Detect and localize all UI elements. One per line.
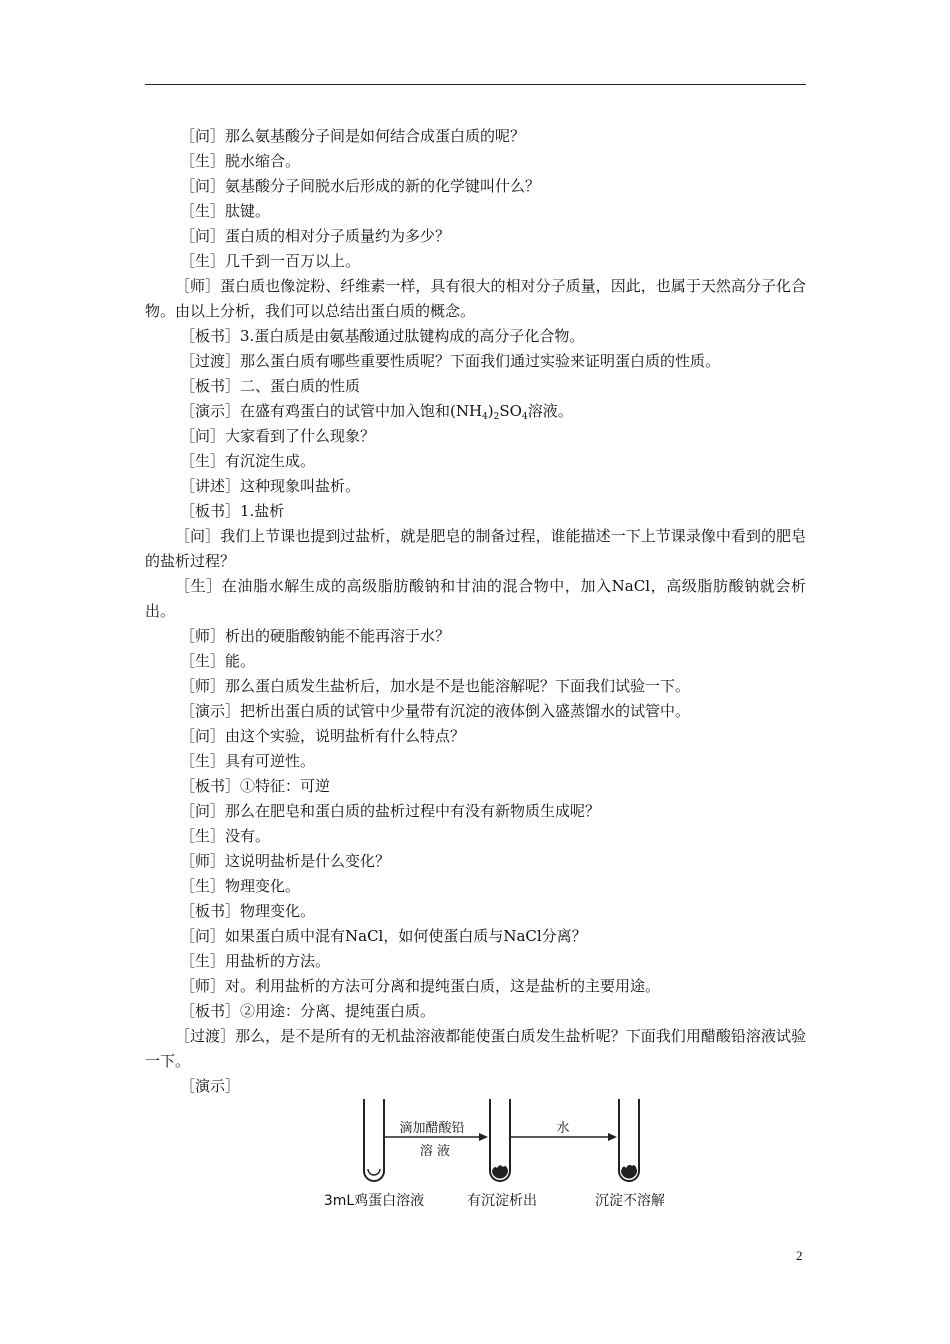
caption-2: 有沉淀析出 [467, 1193, 537, 1209]
text-paragraph: ［生］在油脂水解生成的高级脂肪酸钠和甘油的混合物中，加入NaCl，高级脂肪酸钠就会析出。 [145, 577, 806, 620]
formula-subscript: 2 [493, 412, 500, 422]
text-line: ［师］对。利用盐析的方法可分离和提纯蛋白质，这是盐析的主要用途。 [180, 977, 661, 995]
precipitate [621, 1165, 637, 1179]
text-line: ［生］用盐析的方法。 [180, 952, 331, 970]
caption-3: 沉淀不溶解 [595, 1193, 664, 1209]
text-line: ［生］物理变化。 [180, 877, 301, 895]
arrow-2-top-label: 水 [556, 1121, 570, 1136]
formula-part: 溶液。 [527, 402, 573, 420]
test-tube-3 [619, 1099, 639, 1181]
text-line: ［生］肽键。 [180, 202, 271, 220]
text-line: ［问］蛋白质的相对分子质量约为多少？ [180, 227, 451, 245]
header-rule [145, 84, 806, 85]
text-line: ［师］析出的硬脂酸钠能不能再溶于水？ [180, 627, 451, 645]
text-line: ［师］那么蛋白质发生盐析后，加水是不是也能溶解呢？下面我们试验一下。 [180, 677, 691, 695]
text-line: ［过渡］那么蛋白质有哪些重要性质呢？下面我们通过实验来证明蛋白质的性质。 [180, 352, 721, 370]
text-line: ［问］氨基酸分子间脱水后形成的新的化学键叫什么？ [180, 177, 541, 195]
arrow-1-top-label: 滴加醋酸铅 [399, 1121, 465, 1136]
text-line: ［板书］二、蛋白质的性质 [180, 377, 361, 395]
text-line: ［生］具有可逆性。 [180, 752, 316, 770]
test-tube-1 [364, 1099, 384, 1181]
text-line: ［生］能。 [180, 652, 256, 670]
text-paragraph: ［过渡］那么，是不是所有的无机盐溶液都能使蛋白质发生盐析呢？下面我们用醋酸铅溶液试验一下。 [145, 1027, 806, 1070]
text-line: ［师］这说明盐析是什么变化？ [180, 852, 391, 870]
caption-1: 3mL鸡蛋白溶液 [323, 1193, 425, 1209]
test-tube-2 [490, 1099, 510, 1181]
experiment-diagram-svg [318, 1093, 664, 1211]
text-paragraph: ［师］蛋白质也像淀粉、纤维素一样，具有很大的相对分子质量，因此，也属于天然高分子化合物。由以上分析，我们可以总结出蛋白质的概念。 [145, 277, 806, 320]
text-line: ［板书］物理变化。 [180, 902, 316, 920]
experiment-diagram [318, 1093, 664, 1211]
text-line: ［生］有沉淀生成。 [180, 452, 316, 470]
document-body [145, 124, 806, 1099]
text-line: ［演示］把析出蛋白质的试管中少量带有沉淀的液体倒入盛蒸馏水的试管中。 [180, 702, 691, 720]
text-line: ［问］那么氨基酸分子间是如何结合成蛋白质的呢？ [180, 127, 526, 145]
formula-subscript: 4 [521, 412, 528, 422]
text-line: ［问］大家看到了什么现象？ [180, 427, 376, 445]
text-line: ［生］脱水缩合。 [180, 152, 301, 170]
formula-part: SO [499, 402, 522, 420]
formula-part: ［演示］在盛有鸡蛋白的试管中加入饱和(NH [180, 402, 483, 420]
text-line: ［讲述］这种现象叫盐析。 [180, 477, 361, 495]
formula-part: ) [487, 402, 494, 420]
text-line: ［生］几千到一百万以上。 [180, 252, 361, 270]
text-line: ［板书］②用途：分离、提纯蛋白质。 [180, 1002, 436, 1020]
formula-subscript: 4 [482, 412, 488, 422]
text-line: ［问］如果蛋白质中混有NaCl，如何使蛋白质与NaCl分离？ [180, 927, 587, 945]
precipitate [492, 1165, 508, 1178]
page-number: 2 [796, 1248, 803, 1263]
text-line-formula [145, 399, 806, 424]
text-line: ［生］没有。 [180, 827, 271, 845]
text-line: ［演示］ [180, 1077, 241, 1095]
text-line: ［板书］①特征：可逆 [180, 777, 331, 795]
text-line: ［板书］3.蛋白质是由氨基酸通过肽键构成的高分子化合物。 [180, 327, 585, 345]
text-line: ［问］由这个实验，说明盐析有什么特点？ [180, 727, 466, 745]
text-paragraph: ［问］我们上节课也提到过盐析，就是肥皂的制备过程，谁能描述一下上节课录像中看到的肥皂的盐析过程？ [145, 527, 806, 570]
text-line: ［问］那么在肥皂和蛋白质的盐析过程中有没有新物质生成呢？ [180, 802, 601, 820]
arrow-1-bottom-label: 溶 液 [419, 1144, 451, 1159]
text-line: ［板书］1.盐析 [180, 502, 285, 520]
